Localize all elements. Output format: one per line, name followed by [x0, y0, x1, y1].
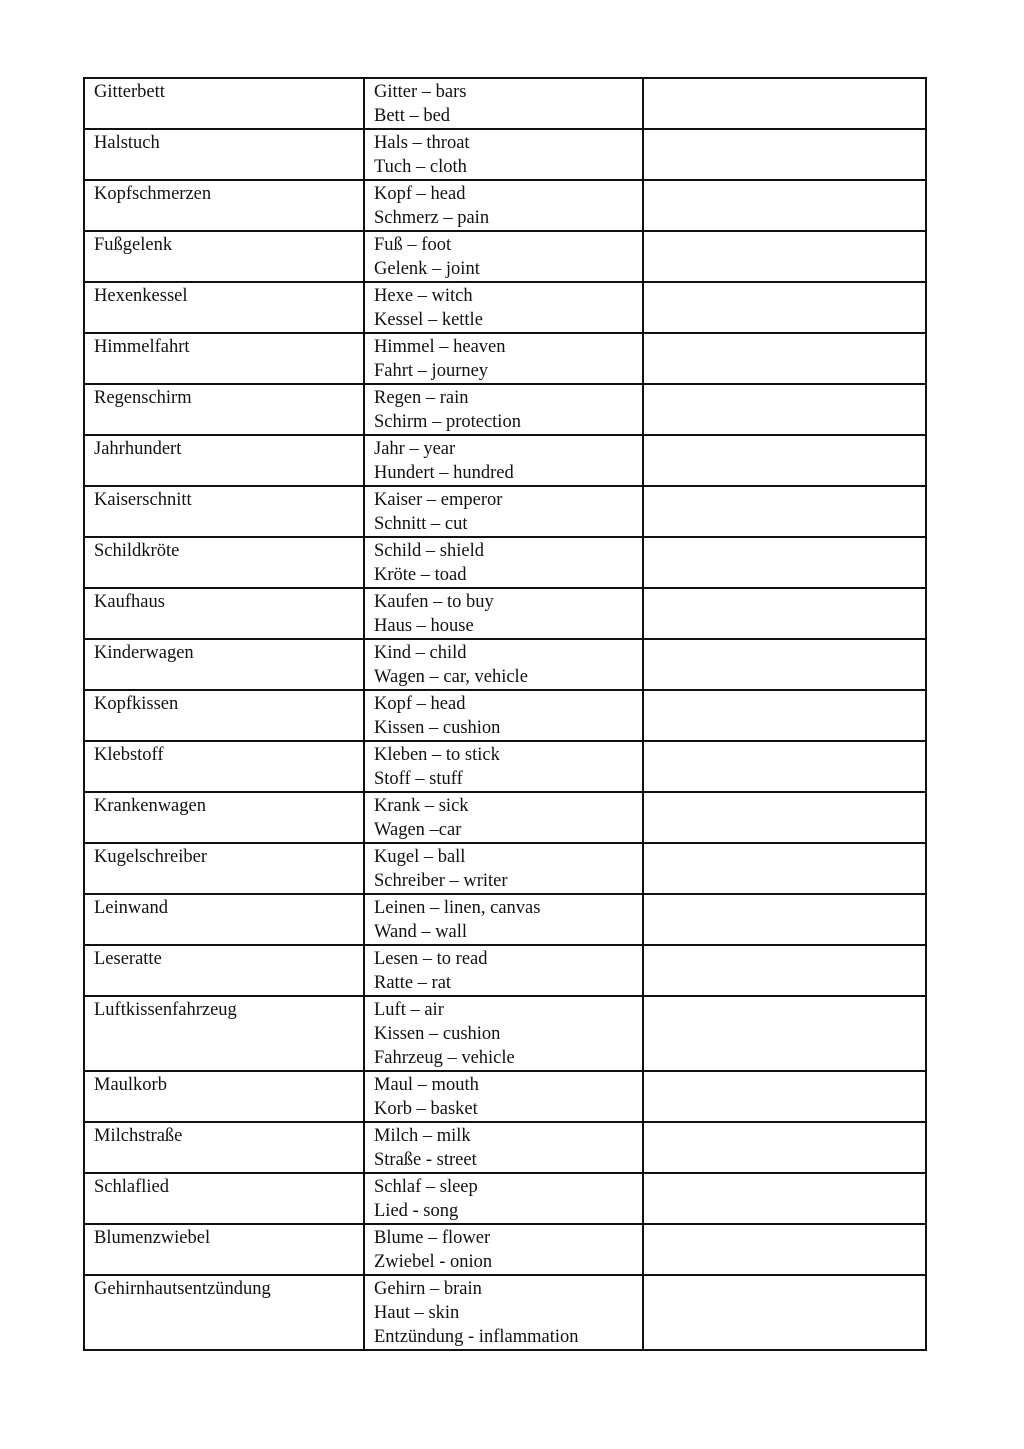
compound-word-cell: Maulkorb [84, 1071, 364, 1122]
word-parts-cell [364, 231, 643, 282]
word-parts-cell [364, 78, 643, 129]
word-part-translation: Haus – house [374, 616, 474, 636]
table-row [84, 435, 926, 486]
empty-answer-cell [643, 129, 926, 180]
word-part-translation: Ratte – rat [374, 973, 452, 993]
compound-words-table [83, 77, 927, 1351]
word-parts-cell [364, 180, 643, 231]
word-part-translation: Maul – mouth [374, 1075, 479, 1095]
word-part-translation: Korb – basket [374, 1099, 478, 1119]
word-part-translation: Kessel – kettle [374, 310, 483, 330]
compound-word-cell: Halstuch [84, 129, 364, 180]
empty-answer-cell [643, 180, 926, 231]
table-row [84, 231, 926, 282]
compound-word-cell: Jahrhundert [84, 435, 364, 486]
word-part-translation: Kaufen – to buy [374, 592, 494, 612]
compound-word-cell: Blumenzwiebel [84, 1224, 364, 1275]
empty-answer-cell [643, 1224, 926, 1275]
compound-word-cell: Kaiserschnitt [84, 486, 364, 537]
compound-word-cell: Leseratte [84, 945, 364, 996]
empty-answer-cell [643, 945, 926, 996]
word-part-translation: Kopf – head [374, 184, 466, 204]
table-row [84, 690, 926, 741]
empty-answer-cell [643, 231, 926, 282]
word-part-translation: Kröte – toad [374, 565, 467, 585]
word-part-translation: Krank – sick [374, 796, 469, 816]
word-part-translation: Wagen –car [374, 820, 462, 840]
empty-answer-cell [643, 1122, 926, 1173]
table-row [84, 384, 926, 435]
empty-answer-cell [643, 639, 926, 690]
word-part-translation: Lesen – to read [374, 949, 488, 969]
empty-answer-cell [643, 1071, 926, 1122]
word-part-translation: Entzündung - inflammation [374, 1327, 579, 1347]
word-part-translation: Bett – bed [374, 106, 451, 126]
word-parts-cell [364, 741, 643, 792]
word-part-translation: Regen – rain [374, 388, 469, 408]
word-parts-cell [364, 1071, 643, 1122]
empty-answer-cell [643, 1173, 926, 1224]
compound-word-cell: Kopfschmerzen [84, 180, 364, 231]
word-parts-cell [364, 690, 643, 741]
compound-word-cell: Regenschirm [84, 384, 364, 435]
word-part-translation: Schild – shield [374, 541, 484, 561]
word-part-translation: Fuß – foot [374, 235, 452, 255]
table-row [84, 843, 926, 894]
word-part-translation: Lied - song [374, 1201, 459, 1221]
table-body [84, 78, 926, 1350]
table-row [84, 180, 926, 231]
word-part-translation: Leinen – linen, canvas [374, 898, 541, 918]
word-part-translation: Luft – air [374, 1000, 444, 1020]
compound-word-cell: Klebstoff [84, 741, 364, 792]
compound-word-cell: Kugelschreiber [84, 843, 364, 894]
empty-answer-cell [643, 1275, 926, 1350]
compound-word-cell: Kopfkissen [84, 690, 364, 741]
empty-answer-cell [643, 690, 926, 741]
word-parts-cell [364, 843, 643, 894]
word-parts-cell [364, 588, 643, 639]
word-parts-cell [364, 333, 643, 384]
compound-word-cell: Hexenkessel [84, 282, 364, 333]
empty-answer-cell [643, 78, 926, 129]
empty-answer-cell [643, 537, 926, 588]
compound-word-cell: Himmelfahrt [84, 333, 364, 384]
word-part-translation: Fahrzeug – vehicle [374, 1048, 515, 1068]
word-parts-cell [364, 1224, 643, 1275]
compound-word-cell: Leinwand [84, 894, 364, 945]
compound-word-cell: Gehirnhautsentzündung [84, 1275, 364, 1350]
empty-answer-cell [643, 792, 926, 843]
empty-answer-cell [643, 843, 926, 894]
word-part-translation: Schirm – protection [374, 412, 521, 432]
compound-word-cell: Kinderwagen [84, 639, 364, 690]
word-parts-cell [364, 792, 643, 843]
word-part-translation: Schnitt – cut [374, 514, 468, 534]
word-parts-cell [364, 945, 643, 996]
word-part-translation: Tuch – cloth [374, 157, 467, 177]
table-row [84, 486, 926, 537]
word-part-translation: Jahr – year [374, 439, 456, 459]
empty-answer-cell [643, 435, 926, 486]
word-part-translation: Blume – flower [374, 1228, 491, 1248]
table-row [84, 537, 926, 588]
empty-answer-cell [643, 333, 926, 384]
word-part-translation: Zwiebel - onion [374, 1252, 493, 1272]
table-row [84, 1173, 926, 1224]
compound-word-cell: Schildkröte [84, 537, 364, 588]
empty-answer-cell [643, 486, 926, 537]
compound-word-cell: Kaufhaus [84, 588, 364, 639]
word-part-translation: Kugel – ball [374, 847, 466, 867]
table-row [84, 333, 926, 384]
table-row [84, 894, 926, 945]
empty-answer-cell [643, 588, 926, 639]
table-row [84, 129, 926, 180]
word-part-translation: Kaiser – emperor [374, 490, 503, 510]
table-row [84, 588, 926, 639]
compound-word-cell: Gitterbett [84, 78, 364, 129]
word-part-translation: Gelenk – joint [374, 259, 480, 279]
word-parts-cell [364, 129, 643, 180]
word-part-translation: Kleben – to stick [374, 745, 500, 765]
word-part-translation: Hexe – witch [374, 286, 473, 306]
table-row [84, 792, 926, 843]
word-parts-cell [364, 1173, 643, 1224]
table-row [84, 1122, 926, 1173]
table-row [84, 996, 926, 1071]
word-parts-cell [364, 639, 643, 690]
word-parts-cell [364, 486, 643, 537]
table-row [84, 1071, 926, 1122]
word-parts-cell [364, 1122, 643, 1173]
word-part-translation: Hals – throat [374, 133, 470, 153]
compound-word-cell: Milchstraße [84, 1122, 364, 1173]
compound-word-cell: Krankenwagen [84, 792, 364, 843]
compound-word-cell: Fußgelenk [84, 231, 364, 282]
word-parts-cell [364, 537, 643, 588]
empty-answer-cell [643, 894, 926, 945]
word-part-translation: Wagen – car, vehicle [374, 667, 528, 687]
word-part-translation: Gitter – bars [374, 82, 467, 102]
word-part-translation: Fahrt – journey [374, 361, 489, 381]
empty-answer-cell [643, 282, 926, 333]
table-row [84, 1224, 926, 1275]
word-parts-cell [364, 384, 643, 435]
empty-answer-cell [643, 741, 926, 792]
word-part-translation: Kopf – head [374, 694, 466, 714]
word-part-translation: Schreiber – writer [374, 871, 508, 891]
empty-answer-cell [643, 384, 926, 435]
compound-word-cell: Schlaflied [84, 1173, 364, 1224]
empty-answer-cell [643, 996, 926, 1071]
word-part-translation: Milch – milk [374, 1126, 471, 1146]
word-parts-cell [364, 894, 643, 945]
word-part-translation: Kissen – cushion [374, 718, 501, 738]
word-part-translation: Kind – child [374, 643, 467, 663]
word-part-translation: Hundert – hundred [374, 463, 514, 483]
word-part-translation: Wand – wall [374, 922, 468, 942]
table-row [84, 282, 926, 333]
word-part-translation: Schlaf – sleep [374, 1177, 478, 1197]
word-parts-cell [364, 1275, 643, 1350]
word-part-translation: Gehirn – brain [374, 1279, 482, 1299]
word-part-translation: Stoff – stuff [374, 769, 463, 789]
word-part-translation: Schmerz – pain [374, 208, 490, 228]
table-row [84, 741, 926, 792]
word-part-translation: Himmel – heaven [374, 337, 506, 357]
word-part-translation: Kissen – cushion [374, 1024, 501, 1044]
word-parts-cell [364, 996, 643, 1071]
word-parts-cell [364, 435, 643, 486]
word-parts-cell [364, 282, 643, 333]
word-part-translation: Straße - street [374, 1150, 477, 1170]
table-row [84, 78, 926, 129]
word-part-translation: Haut – skin [374, 1303, 460, 1323]
compound-word-cell: Luftkissenfahrzeug [84, 996, 364, 1071]
table-row [84, 1275, 926, 1350]
table-row [84, 639, 926, 690]
table-row [84, 945, 926, 996]
